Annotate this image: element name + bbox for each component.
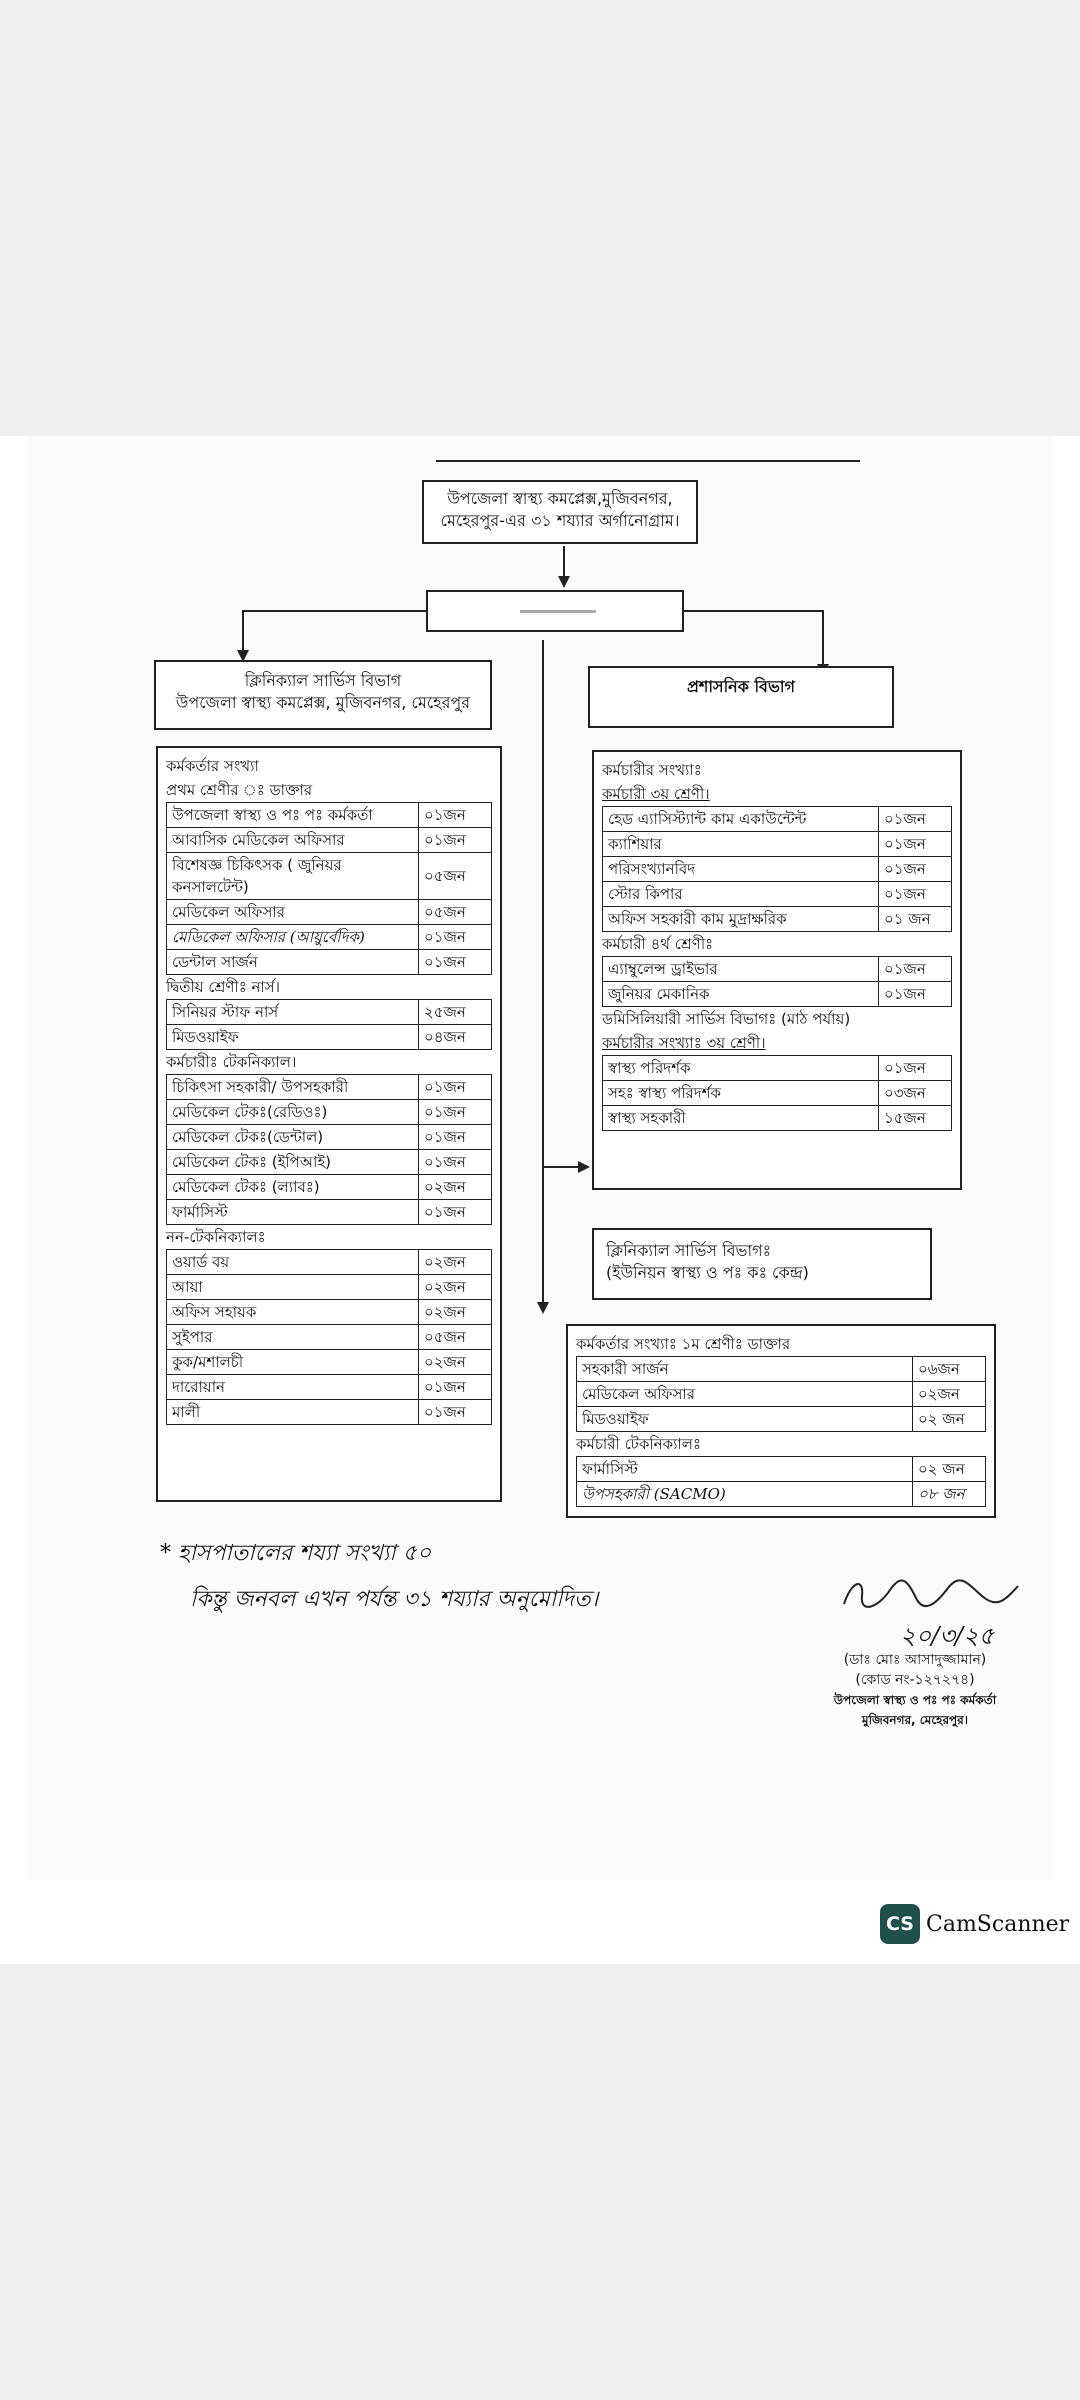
technical-table — [166, 1074, 492, 1225]
table-row — [167, 1075, 492, 1100]
row-count: ০২জন — [913, 1382, 986, 1407]
connector-line — [822, 610, 824, 668]
row-count: ০২জন — [419, 1250, 492, 1275]
row-count: ২৫জন — [419, 1000, 492, 1025]
connector-line — [542, 640, 544, 1310]
row-count: ০১জন — [879, 957, 952, 982]
row-count: ০৪জন — [419, 1025, 492, 1050]
row-label: সিনিয়র স্টাফ নার্স — [167, 1000, 419, 1025]
table-row — [167, 900, 492, 925]
row-label: ক্যাশিয়ার — [603, 832, 879, 857]
row-label: মালী — [167, 1400, 419, 1425]
table-row — [603, 1081, 952, 1106]
row-label: ওয়ার্ড বয় — [167, 1250, 419, 1275]
row-label: চিকিৎসা সহকারী/ উপসহকারী — [167, 1075, 419, 1100]
table-row — [167, 1275, 492, 1300]
table-row — [577, 1457, 986, 1482]
row-count: ০১জন — [419, 1150, 492, 1175]
row-label: পরিসংখ্যানবিদ — [603, 857, 879, 882]
union-technical-table — [576, 1456, 986, 1507]
table-row — [167, 1350, 492, 1375]
section-heading: ডমিসিলিয়ারী সার্ভিস বিভাগঃ (মাঠ পর্যায়) — [602, 1010, 851, 1028]
table-row — [167, 803, 492, 828]
table-row — [167, 1400, 492, 1425]
row-label: দারোয়ান — [167, 1375, 419, 1400]
table-row — [167, 1375, 492, 1400]
row-label: অফিস সহকারী কাম মুদ্রাক্ষরিক — [603, 907, 879, 932]
table-row — [577, 1357, 986, 1382]
arrow-down-icon — [558, 576, 570, 588]
row-label: এ্যাম্বুলেন্স ড্রাইভার — [603, 957, 879, 982]
row-count: ০১জন — [879, 807, 952, 832]
row-count: ০১জন — [419, 1100, 492, 1125]
section-heading: নন-টেকনিক্যালঃ — [166, 1228, 266, 1246]
row-label: মেডিকেল টেকঃ (ল্যাবঃ) — [167, 1175, 419, 1200]
table-row — [167, 853, 492, 900]
row-label: উপজেলা স্বাস্থ্য ও পঃ পঃ কর্মকর্তা — [167, 803, 419, 828]
staff4-table — [602, 956, 952, 1007]
table-row — [167, 950, 492, 975]
camscanner-watermark — [880, 1904, 1069, 1944]
row-count: ০১জন — [879, 882, 952, 907]
row-count: ০১জন — [419, 925, 492, 950]
row-label: মেডিকেল টেকঃ (ইপিআই) — [167, 1150, 419, 1175]
table-row — [167, 1175, 492, 1200]
faint-stamp — [520, 610, 596, 613]
row-count: ০১জন — [419, 1125, 492, 1150]
nontechnical-table — [166, 1249, 492, 1425]
section-heading: কর্মচারী ৩য় শ্রেণী। — [602, 785, 710, 803]
row-label: সুইপার — [167, 1325, 419, 1350]
table-row — [167, 1025, 492, 1050]
table-row — [603, 957, 952, 982]
table-row — [603, 832, 952, 857]
title-box — [422, 480, 698, 544]
title-line-2: মেহেরপুর-এর ৩১ শয্যার অর্গানোগ্রাম। — [440, 511, 680, 530]
row-label: মেডিকেল টেকঃ(রেডিওঃ) — [167, 1100, 419, 1125]
table-row — [167, 925, 492, 950]
table-row — [167, 1100, 492, 1125]
row-count: ০১জন — [419, 803, 492, 828]
signatory-code: (কোড নং-১২৭২৭৪) — [855, 1672, 975, 1688]
row-count: ০২ জন — [913, 1457, 986, 1482]
row-count: ০১জন — [419, 1375, 492, 1400]
union-subtitle: (ইউনিয়ন স্বাস্থ্য ও পঃ কঃ কেন্দ্র) — [606, 1263, 809, 1282]
row-label: আয়া — [167, 1275, 419, 1300]
row-count: ০১জন — [879, 857, 952, 882]
arrow-right-icon — [578, 1161, 590, 1173]
row-count: ০১জন — [879, 982, 952, 1007]
row-label: মেডিকেল অফিসার (আয়ুর্বেদিক) — [167, 925, 419, 950]
camscanner-icon: CS — [880, 1904, 920, 1944]
signature-date: ২০/৩/২৫ — [900, 1622, 995, 1650]
row-count: ০১জন — [419, 1400, 492, 1425]
row-label: মেডিকেল অফিসার — [577, 1382, 913, 1407]
section-heading: প্রথম শ্রেণীর ঃ ডাক্তার — [166, 781, 313, 799]
row-count: ০১জন — [419, 1075, 492, 1100]
union-clinical-box — [592, 1228, 932, 1300]
handwritten-note-line-2: কিন্তু জনবল এখন পর্যন্ত ৩১ শয্যার অনুমোদিত। — [190, 1587, 599, 1612]
section-heading: কর্মকর্তার সংখ্যা — [166, 757, 259, 775]
union-title: ক্লিনিক্যাল সার্ভিস বিভাগঃ — [606, 1241, 772, 1260]
connector-line — [544, 1166, 580, 1168]
row-count: ০১জন — [879, 832, 952, 857]
admin-division-box — [588, 666, 894, 728]
union-doctor-table — [576, 1356, 986, 1432]
row-label: বিশেষজ্ঞ চিকিৎসক ( জুনিয়র কনসালটেন্ট) — [167, 853, 419, 900]
handwritten-note-line-1: * হাসপাতালের শয্যা সংখ্যা ৫০ — [160, 1541, 432, 1566]
row-count: ০১জন — [879, 1056, 952, 1081]
signature — [838, 1574, 1028, 1614]
section-heading: কর্মচারী ৪র্থ শ্রেণীঃ — [602, 935, 714, 953]
table-row — [603, 807, 952, 832]
row-label: সহকারী সার্জন — [577, 1357, 913, 1382]
table-row — [603, 882, 952, 907]
domiciliary-table — [602, 1055, 952, 1131]
row-label: ডেন্টাল সার্জন — [167, 950, 419, 975]
table-row — [577, 1482, 986, 1507]
arrow-down-icon — [537, 1302, 549, 1314]
table-row — [167, 1300, 492, 1325]
row-label: মিডওয়াইফ — [167, 1025, 419, 1050]
connector-line — [563, 546, 565, 580]
row-label: মিডওয়াইফ — [577, 1407, 913, 1432]
doctor-table — [166, 802, 492, 975]
row-label: স্বাস্থ্য পরিদর্শক — [603, 1056, 879, 1081]
table-row — [167, 1150, 492, 1175]
row-label: সহঃ স্বাস্থ্য পরিদর্শক — [603, 1081, 879, 1106]
table-row — [603, 907, 952, 932]
section-heading: কর্মকর্তার সংখ্যাঃ ১ম শ্রেণীঃ ডাক্তার — [576, 1335, 791, 1353]
table-row — [167, 1125, 492, 1150]
camscanner-label: CamScanner — [926, 1911, 1070, 1937]
row-count: ০১ জন — [879, 907, 952, 932]
table-row — [167, 1250, 492, 1275]
row-label: হেড এ্যাসিস্ট্যান্ট কাম একাউন্টেন্ট — [603, 807, 879, 832]
row-label: মেডিকেল অফিসার — [167, 900, 419, 925]
row-count: ০১জন — [419, 1200, 492, 1225]
signatory-place: মুজিবনগর, মেহেরপুর। — [861, 1713, 969, 1727]
row-label: জুনিয়র মেকানিক — [603, 982, 879, 1007]
table-row — [167, 1000, 492, 1025]
section-heading: কর্মচারীর সংখ্যাঃ — [602, 761, 702, 779]
admin-staff-panel — [592, 750, 962, 1190]
row-count: ০১জন — [419, 950, 492, 975]
clinical-subtitle: উপজেলা স্বাস্থ্য কমপ্লেক্স, মুজিবনগর, মেহেরপুর — [175, 693, 471, 712]
row-count: ০৫জন — [419, 1325, 492, 1350]
nurse-table — [166, 999, 492, 1050]
table-row — [577, 1407, 986, 1432]
connector-line — [684, 610, 824, 612]
connector-line — [242, 610, 244, 654]
clinical-service-box — [154, 660, 492, 730]
clinical-staff-panel — [156, 746, 502, 1502]
staff3-table — [602, 806, 952, 932]
row-label: অফিস সহায়ক — [167, 1300, 419, 1325]
row-count: ০৬জন — [913, 1357, 986, 1382]
row-label: স্টোর কিপার — [603, 882, 879, 907]
connector-line — [242, 610, 428, 612]
signatory-block — [810, 1650, 1020, 1730]
row-count: ০৫জন — [419, 900, 492, 925]
union-staff-panel — [566, 1324, 996, 1518]
row-label: ফার্মাসিস্ট — [577, 1457, 913, 1482]
row-label: স্বাস্থ্য সহকারী — [603, 1106, 879, 1131]
row-label: আবাসিক মেডিকেল অফিসার — [167, 828, 419, 853]
header-underline — [436, 460, 860, 462]
row-count: ০৮ জন — [913, 1482, 986, 1507]
row-label: ফার্মাসিস্ট — [167, 1200, 419, 1225]
row-count: ০২জন — [419, 1275, 492, 1300]
row-label: মেডিকেল টেকঃ(ডেন্টাল) — [167, 1125, 419, 1150]
section-heading: কর্মচারীর সংখ্যাঃ ৩য় শ্রেণী। — [602, 1034, 766, 1052]
signatory-role: উপজেলা স্বাস্থ্য ও পঃ পঃ কর্মকর্তা — [833, 1693, 997, 1707]
row-count: ০২জন — [419, 1300, 492, 1325]
row-label: কুক/মশালচী — [167, 1350, 419, 1375]
section-heading: কর্মচারীঃ টেকনিক্যাল। — [166, 1053, 297, 1071]
table-row — [603, 857, 952, 882]
signatory-name: (ডাঃ মোঃ আসাদুজ্জামান) — [843, 1652, 987, 1668]
row-count: ১৫জন — [879, 1106, 952, 1131]
row-count: ০৩জন — [879, 1081, 952, 1106]
table-row — [577, 1382, 986, 1407]
table-row — [603, 1106, 952, 1131]
table-row — [167, 1325, 492, 1350]
table-row — [167, 828, 492, 853]
row-label: উপসহকারী (SACMO) — [577, 1482, 913, 1507]
row-count: ০২জন — [419, 1175, 492, 1200]
clinical-title: ক্লিনিক্যাল সার্ভিস বিভাগ — [244, 671, 402, 690]
table-row — [603, 1056, 952, 1081]
section-heading: দ্বিতীয় শ্রেণীঃ নার্স। — [166, 978, 281, 996]
row-count: ০২ জন — [913, 1407, 986, 1432]
table-row — [167, 1200, 492, 1225]
row-count: ০২জন — [419, 1350, 492, 1375]
section-heading: কর্মচারী টেকনিক্যালঃ — [576, 1435, 701, 1453]
head-box — [426, 590, 684, 632]
table-row — [603, 982, 952, 1007]
admin-title: প্রশাসনিক বিভাগ — [686, 677, 796, 696]
row-count: ০৫জন — [419, 853, 492, 900]
title-line-1: উপজেলা স্বাস্থ্য কমপ্লেক্স,মুজিবনগর, — [447, 489, 673, 508]
row-count: ০১জন — [419, 828, 492, 853]
